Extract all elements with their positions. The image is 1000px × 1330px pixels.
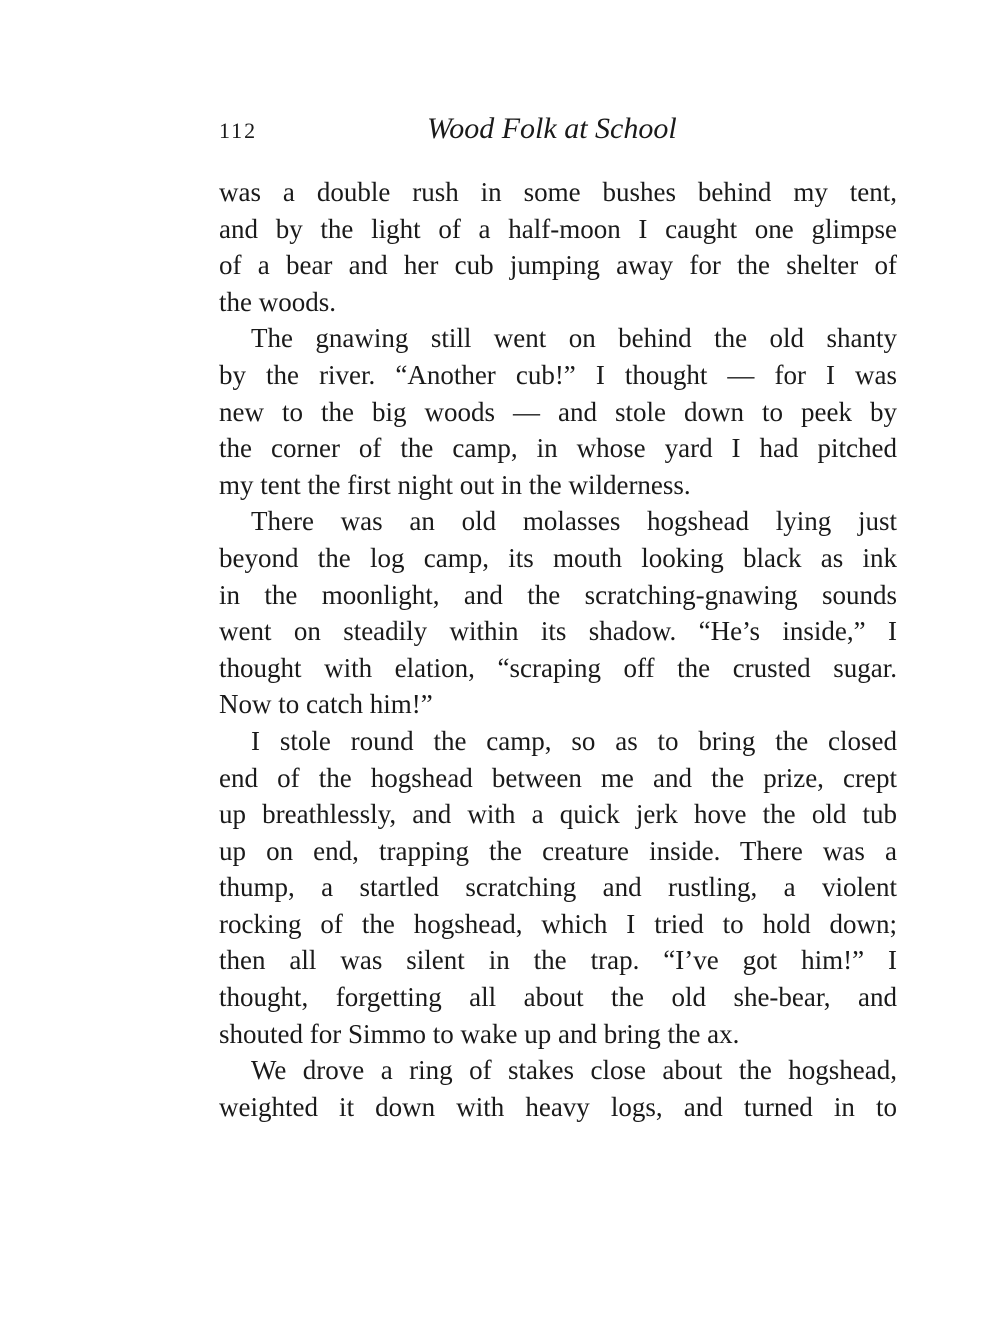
- text-line: Now to catch him!”: [219, 689, 433, 720]
- paragraph: [219, 320, 897, 503]
- running-title: Wood Folk at School: [427, 112, 677, 145]
- text-line: of a bear and her cub jumping away for the shelter of: [219, 250, 897, 281]
- text-line: We drove a ring of stakes close about the hogshead,: [251, 1055, 897, 1086]
- text-line: thump, a startled scratching and rustling, a violent: [219, 872, 897, 903]
- paragraph: [219, 174, 897, 320]
- text-line: up breathlessly, and with a quick jerk hove the old tub: [219, 799, 897, 830]
- running-head: [219, 112, 899, 152]
- text-line: thought with elation, “scraping off the crusted sugar.: [219, 652, 897, 683]
- text-line: shouted for Simmo to wake up and bring the ax.: [219, 1018, 740, 1049]
- text-line: weighted it down with heavy logs, and turned in to: [219, 1091, 897, 1122]
- text-line: the woods.: [219, 286, 336, 317]
- text-line: up on end, trapping the creature inside. There was a: [219, 835, 897, 866]
- page-number: 112: [219, 118, 258, 143]
- text-line: and by the light of a half-moon I caught one glimpse: [219, 213, 897, 244]
- text-line: The gnawing still went on behind the old shanty: [251, 323, 897, 354]
- text-line: the corner of the camp, in whose yard I had pitched: [219, 433, 897, 464]
- text-line: beyond the log camp, its mouth looking black as ink: [219, 542, 897, 573]
- text-line: end of the hogshead between me and the prize, crept: [219, 762, 897, 793]
- paragraph: [219, 723, 897, 1052]
- paragraph: [219, 503, 897, 723]
- text-line: my tent the first night out in the wilderness.: [219, 469, 691, 500]
- text-line: by the river. “Another cub!” I thought — for I was: [219, 359, 897, 390]
- text-line: thought, forgetting all about the old she-bear, and: [219, 982, 897, 1013]
- text-line: rocking of the hogshead, which I tried to hold down;: [219, 908, 897, 939]
- text-line: There was an old molasses hogshead lying just: [251, 506, 897, 537]
- text-line: new to the big woods — and stole down to peek by: [219, 396, 897, 427]
- text-line: then all was silent in the trap. “I’ve got him!” I: [219, 945, 897, 976]
- text-line: went on steadily within its shadow. “He’s inside,” I: [219, 616, 897, 647]
- text-line: I stole round the camp, so as to bring the closed: [251, 725, 897, 756]
- text-line: in the moonlight, and the scratching-gnawing sounds: [219, 579, 897, 610]
- paragraph: [219, 1052, 897, 1125]
- text-line: was a double rush in some bushes behind my tent,: [219, 177, 897, 207]
- body-text: [219, 174, 897, 1125]
